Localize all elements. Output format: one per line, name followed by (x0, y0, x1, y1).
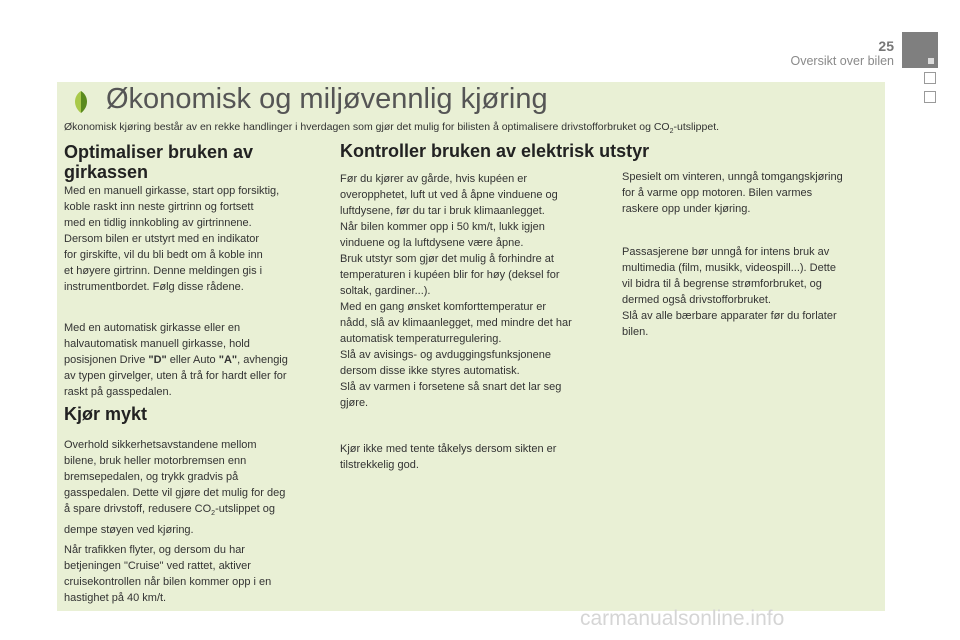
fog-lights-text: Kjør ikke med tente tåkelys dersom sikten er tilstrekkelig god. (340, 443, 557, 471)
gearbox-manual-text: Med en manuell girkasse, start opp forsiktig, koble raskt inn neste girtrinn og fortsett med en tidlig innkobling av girtrinnene. Dersom bilen er utstyrt med en indikator for girskifte, vil du bli bedt om å koble inn et høyere girtrinn. Denne meldingen gis i instrumentbordet. Følg disse rådene. (64, 185, 280, 293)
heading-gearbox: Optimaliser bruken av girkassen (64, 142, 254, 182)
page-title: Økonomisk og miljøvennlig kjøring (106, 83, 548, 115)
tab-marker-icon (928, 58, 934, 64)
section-tab[interactable] (924, 91, 936, 103)
intro-text: Økonomisk kjøring består av en rekke handlinger i hverdagen som gjør det mulig for bilisten å optimalisere drivstofforbruket og $CO_2$-utslippet. (64, 121, 720, 136)
section-tab-active[interactable] (902, 32, 938, 68)
cruise-control-text: Når trafikken flyter, og dersom du har betjeningen "Cruise" ved rattet, aktiver cruisekontrollen når bilen kommer opp i en hastighet på 40 km/t. (64, 544, 272, 604)
page-number: 25 (878, 38, 894, 54)
heading-smooth-driving: Kjør mykt (64, 404, 148, 424)
heading-electric-equipment: Kontroller bruken av elektrisk utstyr (340, 141, 650, 161)
winter-idling-text: Spesielt om vinteren, unngå tomgangskjøring for å varme opp motoren. Bilen varmes raskere opp under kjøring. (622, 171, 843, 215)
section-tab[interactable] (924, 72, 936, 84)
electric-text-1: Før du kjører av gårde, hvis kupéen er overopphetet, luft ut ved å åpne vinduene og luftdysene, før du tar i bruk klimaanlegget. Når bilen kommer opp i 50 km/t, lukk igjen vinduene og la luftdysene være åpne. Bruk utstyr som gjør det mulig å forhindre at temperaturen i kupéen blir for høy (deksel for soltak, gardiner...). Med en gang ønsket komforttemperatur er nådd, slå av klimaanlegget, med mindre det har automatisk temperaturregulering. Slå av avisings- og avduggingsfunksjonene dersom disse ikke styres automatisk. Slå av varmen i forsetene så snart det lar seg gjøre. (340, 173, 572, 409)
gearbox-automatic-text: Med en automatisk girkasse eller en halvautomatisk manuell girkasse, hold posisjonen Drive "D" eller Auto "A", avhengig av typen girvelger, uten å trå for hardt eller for raskt på gasspedalen. (64, 322, 288, 398)
passengers-multimedia-text: Passasjerene bør unngå for intens bruk av multimedia (film, musikk, videospill...). Dette vil bidra til å begrense strømforbruket, og dermed også drivstofforbruket. Slå av alle bærbare apparater før du forlater bilen. (622, 246, 837, 338)
smooth-driving-text: Overhold sikkerhetsavstandene mellom bilene, bruk heller motorbremsen enn bremsepedalen, og trykk gradvis på gasspedalen. Dette vil gjøre det mulig for deg å spare drivstoff, redusere $CO_2$-utslippet og dempe støyen ved kjøring. (64, 439, 286, 537)
watermark-text: carmanualsonline.info (580, 607, 785, 630)
section-name: Oversikt over bilen (790, 54, 894, 68)
leaf-icon (67, 90, 95, 114)
